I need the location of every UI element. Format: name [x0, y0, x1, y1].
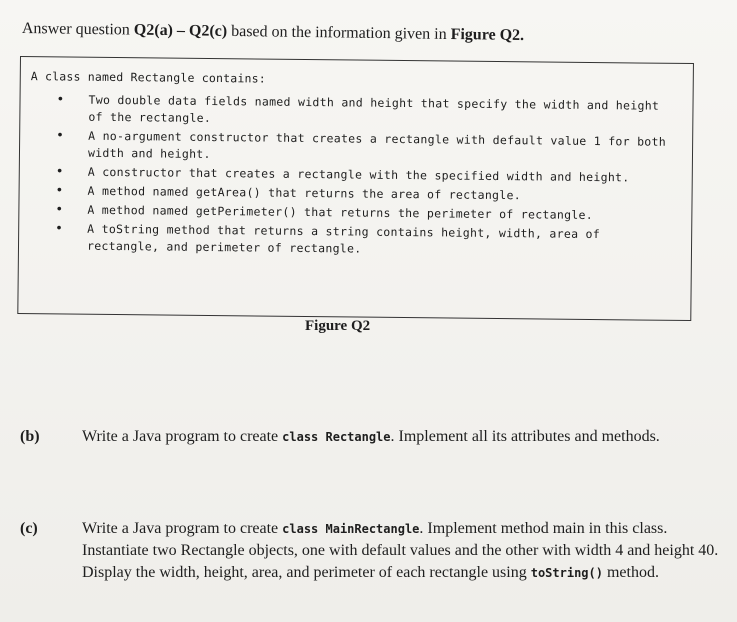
bullet-icon: • [55, 202, 64, 218]
bullet-icon: • [55, 183, 64, 199]
question-b-text-part: . Implement all its attributes and methods. [390, 428, 660, 445]
spec-item-data-fields [50, 91, 680, 132]
spec-list [49, 91, 681, 263]
bullet-icon: • [55, 164, 64, 180]
intro-prefix: Answer question [21, 20, 134, 39]
spec-item-text: A method named getPerimeter() that returns the perimeter of rectangle. [87, 202, 594, 223]
spec-item-text: Two double data fields named width and height that specify the width and height of the rectangle. [88, 92, 660, 126]
figure-q2-box [17, 56, 694, 321]
code-class-rectangle: class Rectangle [282, 430, 391, 444]
question-b-label: (b) [20, 428, 40, 445]
code-class-main-rectangle: class MainRectangle [282, 522, 420, 536]
intro-sentence [22, 20, 722, 48]
spec-item-to-string [49, 220, 679, 261]
question-c-label: (c) [20, 520, 38, 537]
figure-heading: A class named Rectangle contains: [30, 69, 266, 86]
spec-item-no-arg-constructor [50, 127, 680, 168]
intro-figure-ref: Figure Q2. [450, 25, 525, 45]
question-c-text-part: Write a Java program to create [82, 520, 283, 537]
spec-item-text: A no-argument constructor that creates a rectangle with default value 1 for both width and height. [87, 128, 667, 162]
question-c-text-part: method. [602, 564, 659, 581]
spec-item-text: A method named getArea() that returns the area of rectangle. [87, 183, 522, 203]
question-b-text [82, 426, 732, 448]
bullet-icon: • [55, 221, 64, 237]
spec-item-text: A constructor that creates a rectangle with the specified width and height. [87, 164, 630, 185]
bullet-icon: • [56, 92, 65, 108]
intro-middle: based on the information given in [227, 22, 451, 43]
intro-question-range: Q2(a) – Q2(c) [133, 21, 228, 40]
question-c-text [82, 518, 732, 584]
code-tostring: toString() [530, 566, 603, 580]
spec-item-text: A toString method that returns a string contains height, width, area of rectangle, and perimeter of rectangle. [86, 221, 601, 256]
figure-caption: Figure Q2 [305, 318, 371, 334]
bullet-icon: • [56, 128, 65, 144]
question-c-text-part: . Implement method main in this class. Instantiate two Rectangle objects, one with default values and the other with width 4 and height 40. Display the width, height, area, and perimeter of each rectangle using [82, 520, 719, 581]
question-b-text-part: Write a Java program to create [82, 428, 283, 445]
